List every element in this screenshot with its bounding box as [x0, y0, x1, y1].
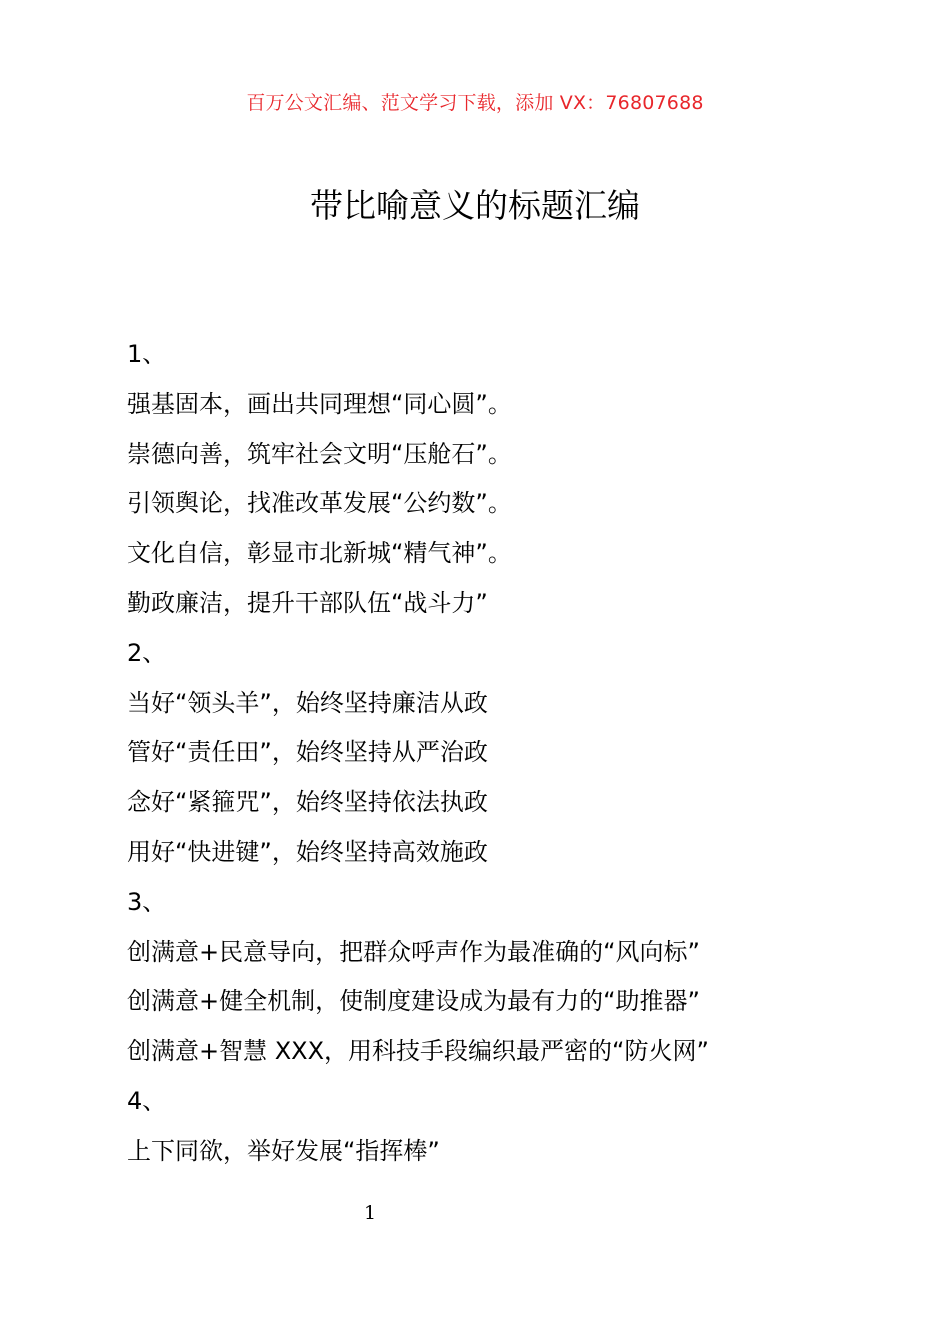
text-line: 勤政廉洁，提升干部队伍“战斗力”: [127, 588, 488, 617]
header-note: 百万公文汇编、范文学习下载，添加 VX：76807688: [246, 92, 704, 114]
section-number: 2、: [127, 638, 167, 667]
text-line: 念好“紧箍咒”，始终坚持依法执政: [127, 788, 488, 817]
text-line: 文化自信，彰显市北新城“精气神”。: [127, 539, 512, 568]
text-line: 创满意+智慧 XXX，用科技手段编织最严密的“防火网”: [127, 1037, 709, 1066]
text-line: 创满意+民意导向，把群众呼声作为最准确的“风向标”: [127, 937, 700, 966]
text-line: 上下同欲，举好发展“指挥棒”: [127, 1136, 440, 1165]
text-line: 崇德向善，筑牢社会文明“压舱石”。: [127, 439, 512, 468]
text-line: 管好“责任田”，始终坚持从严治政: [127, 738, 488, 767]
text-line: 创满意+健全机制，使制度建设成为最有力的“助推器”: [127, 987, 700, 1016]
text-line: 用好“快进键”，始终坚持高效施政: [127, 837, 488, 866]
text-line: 强基固本，画出共同理想“同心圆”。: [127, 389, 512, 418]
section-number: 3、: [127, 887, 167, 916]
section-number: 4、: [127, 1086, 167, 1115]
page-title: 带比喻意义的标题汇编: [310, 186, 640, 225]
body-text: [127, 330, 927, 1177]
page-number: 1: [363, 1202, 377, 1224]
text-line: 引领舆论，找准改革发展“公约数”。: [127, 489, 512, 518]
text-line: 当好“领头羊”，始终坚持廉洁从政: [127, 688, 488, 717]
section-number: 1、: [127, 340, 167, 368]
